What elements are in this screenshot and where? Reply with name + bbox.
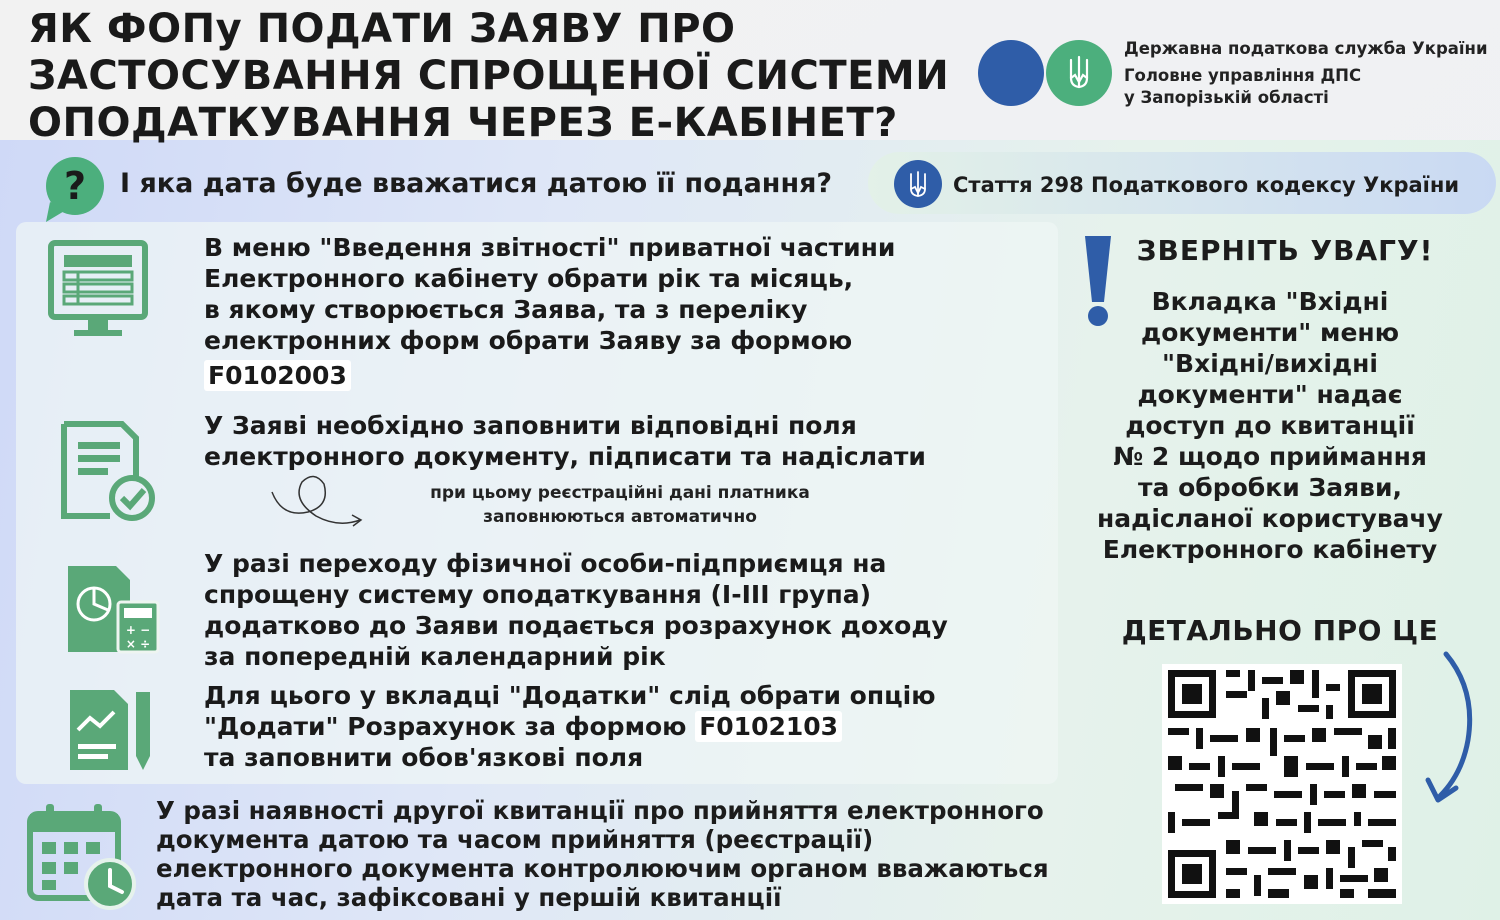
step-line: У Заяві необхідно заповнити відповідні поля [204,411,857,440]
attention-body [1070,286,1470,565]
step-line: додатково до Заяви подається розрахунок доходу [204,611,948,640]
article-reference: Стаття 298 Податкового кодексу України [953,173,1460,197]
monitor-table-icon [48,240,148,340]
qr-code[interactable] [1162,664,1402,904]
org-line: Державна податкова служба України [1124,39,1488,58]
details-title: ДЕТАЛЬНО ПРО ЦЕ [1121,614,1439,647]
step-4-text [204,680,936,773]
attention-line: доступ до квитанції [1125,411,1415,440]
step-line: В меню "Введення звітності" приватної частини [204,233,896,262]
attention-line: надісланої користувачу [1097,504,1443,533]
svg-text:?: ? [63,164,87,208]
attention-line: документи" меню [1141,318,1399,347]
step-line: У разі переходу фізичної особи-підприємця на [204,549,887,578]
step-2-text [204,410,926,472]
form-code: F0102003 [204,360,351,391]
bottom-line: електронного документа контролюючим органом вважаються [156,854,1049,883]
step-line: електронного документу, підписати та надіслати [204,442,926,471]
step-line: в якому створюється Заява, та з переліку [204,295,808,324]
note-line: при цьому реєстраційні дані платника [430,483,810,503]
org-line: у Запорізькій області [1124,88,1329,107]
step-line: електронних форм обрати Заяву за формою [204,326,853,355]
title-line: ЗАСТОСУВАННЯ СПРОЩЕНОЇ СИСТЕМИ [28,53,950,99]
question-text: І яка дата буде вважатися датою її подання? [120,168,833,199]
attention-line: "Вхідні/вихідні [1161,349,1378,378]
dps-logo-icon [975,38,1115,108]
attention-line: та обробки Заяви, [1138,473,1402,502]
svg-text:× ÷: × ÷ [125,637,151,651]
curved-arrow-icon [1418,650,1488,810]
step-line: та заповнити обов'язкові поля [204,743,644,772]
attention-title: ЗВЕРНІТЬ УВАГУ! [1136,234,1434,267]
auto-fill-note [370,481,870,529]
bottom-line: дата та час, зафіксовані у першій квитанції [156,883,782,912]
step-line: Електронного кабінету обрати рік та місяць, [204,264,854,293]
step-3-text [204,548,948,672]
note-line: заповнюються автоматично [483,507,757,527]
svg-text:+ −: + − [125,623,151,637]
step-line: за попередній календарний рік [204,642,666,671]
bottom-line: документа датою та часом прийняття (реєстрації) [156,825,874,854]
bottom-note [156,796,1049,912]
title-line: ОПОДАТКУВАННЯ ЧЕРЕЗ Е-КАБІНЕТ? [28,100,898,146]
document-pencil-icon [66,686,156,772]
organization-name [1124,38,1488,109]
attention-line: Вкладка "Вхідні [1151,287,1389,316]
attention-line: Електронного кабінету [1102,535,1438,564]
step-line: "Додати" Розрахунок за формою [204,712,687,741]
question-bubble-icon [44,156,106,224]
document-check-icon [60,420,156,522]
step-line: Для цього у вкладці "Додатки" слід обрати опцію [204,681,936,710]
calendar-clock-icon [26,800,138,912]
step-1-text [204,232,895,391]
page-title [28,6,948,147]
attention-line: документи" надає [1137,380,1403,409]
swirl-arrow-icon [268,470,368,530]
title-line: ЯК ФОПу ПОДАТИ ЗАЯВУ ПРО [28,6,736,52]
trident-icon [894,160,942,208]
step-line: спрощену систему оподаткування (I-III група) [204,580,872,609]
org-line: Головне управління ДПС [1124,66,1362,85]
form-code: F0102103 [695,711,842,742]
report-calculator-icon [64,562,160,656]
attention-line: № 2 щодо приймання [1113,442,1427,471]
bottom-line: У разі наявності другої квитанції про прийняття електронного [156,796,1044,825]
